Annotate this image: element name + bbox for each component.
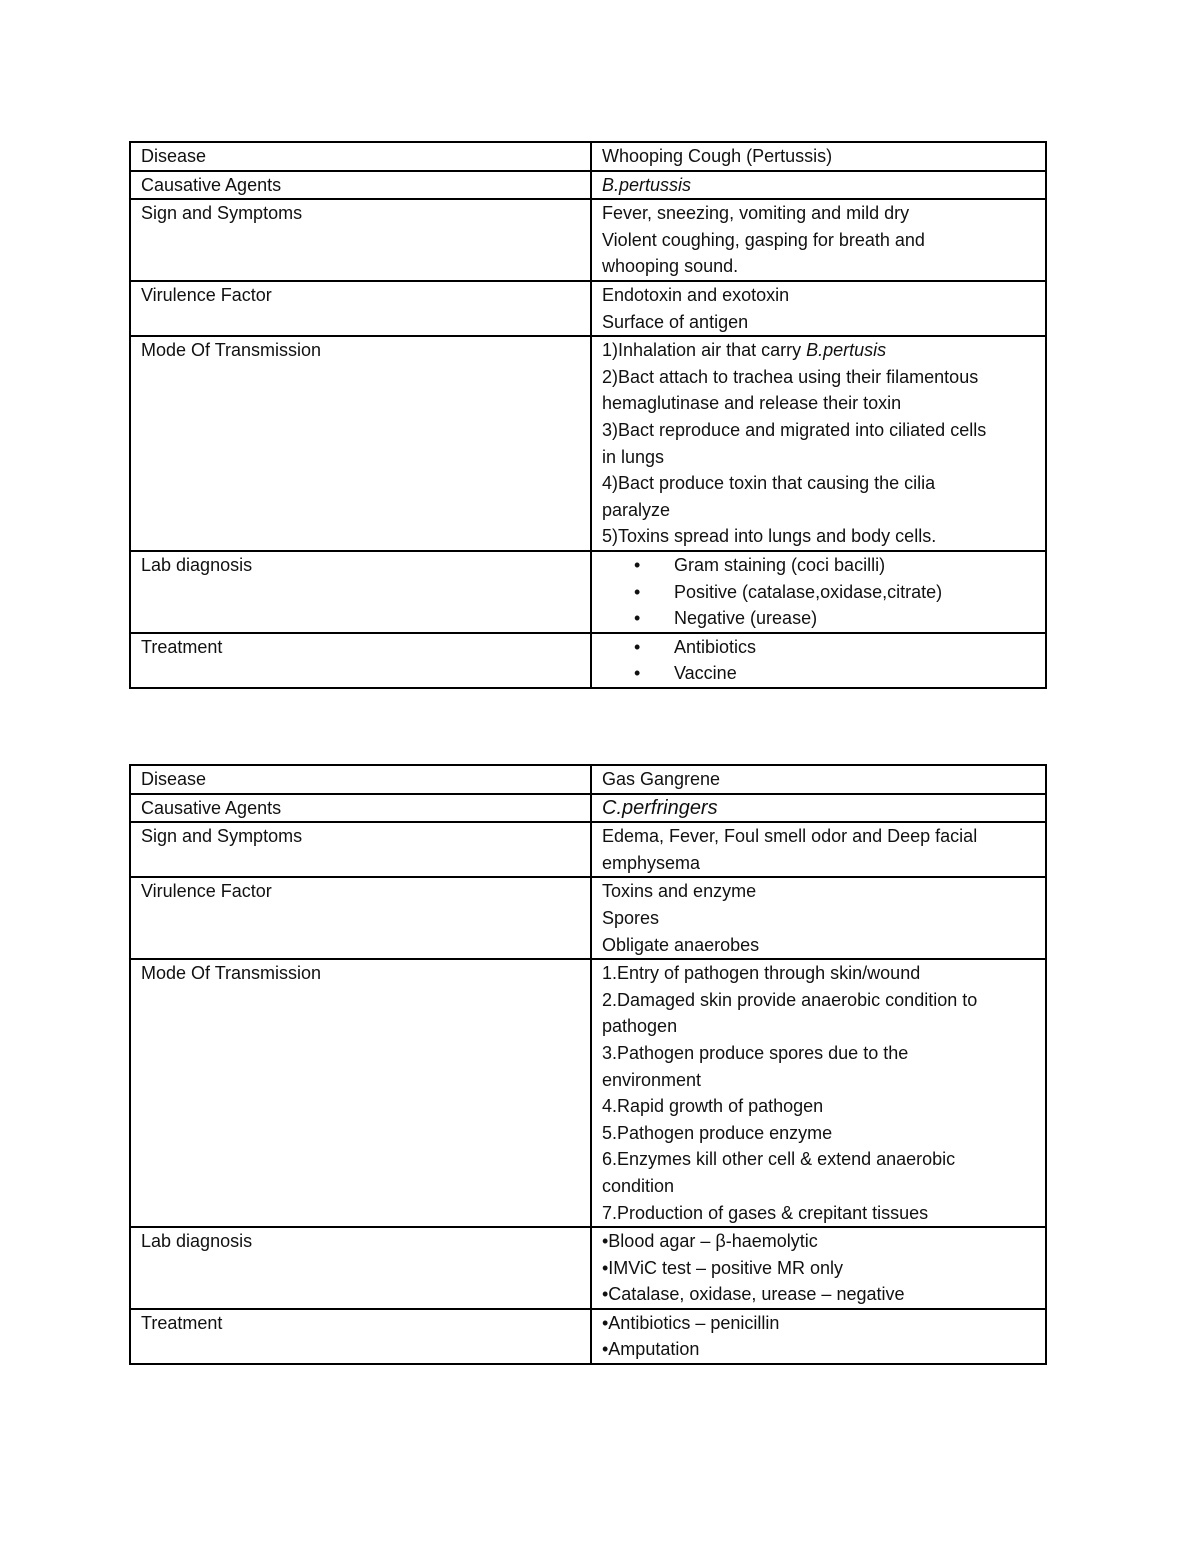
lab-bullet-item: • Negative (urease) bbox=[602, 605, 1035, 632]
lab-diagnosis-label: Lab diagnosis bbox=[141, 554, 253, 575]
mode-line bbox=[602, 337, 1035, 364]
treatment-bullet-item: • Vaccine bbox=[602, 660, 1035, 687]
virulence-factor-label: Virulence Factor bbox=[141, 881, 272, 902]
lab-line: •Blood agar – β-haemolytic bbox=[602, 1231, 818, 1252]
causative-agents-label: Causative Agents bbox=[141, 174, 282, 195]
mode-line: 3)Bact reproduce and migrated into ciliated cells bbox=[602, 419, 987, 440]
mode-line: 1.Entry of pathogen through skin/wound bbox=[602, 963, 921, 984]
virulence-factor-label: Virulence Factor bbox=[141, 284, 272, 305]
signs-line: Edema, Fever, Foul smell odor and Deep facial bbox=[602, 826, 978, 847]
mode-line: 4.Rapid growth of pathogen bbox=[602, 1096, 824, 1117]
mode-line: 4)Bact produce toxin that causing the cilia bbox=[602, 473, 936, 494]
table-row bbox=[130, 794, 1046, 823]
treatment-line: •Amputation bbox=[602, 1339, 700, 1360]
bullet-icon: • bbox=[634, 608, 641, 629]
treatment-label: Treatment bbox=[141, 1312, 223, 1333]
causative-agent: B.pertussis bbox=[602, 174, 692, 195]
virulence-line: Obligate anaerobes bbox=[602, 934, 760, 955]
causative-agents-label: Causative Agents bbox=[141, 797, 282, 818]
virulence-line: Endotoxin and exotoxin bbox=[602, 284, 790, 305]
treatment-label: Treatment bbox=[141, 636, 223, 657]
table-row bbox=[130, 281, 1046, 336]
mode-line: 5.Pathogen produce enzyme bbox=[602, 1122, 833, 1143]
table-row bbox=[130, 633, 1046, 688]
table-row bbox=[130, 822, 1046, 877]
signs-line: whooping sound. bbox=[602, 256, 739, 277]
virulence-line: Toxins and enzyme bbox=[602, 881, 757, 902]
mode-line-text: 1)Inhalation air that carry bbox=[602, 340, 807, 361]
disease-label: Disease bbox=[141, 146, 207, 166]
causative-agent: C.perfringers bbox=[602, 796, 718, 819]
mode-line: 5)Toxins spread into lungs and body cells. bbox=[602, 526, 937, 547]
lab-line: •IMViC test – positive MR only bbox=[602, 1257, 844, 1278]
bullet-icon: • bbox=[634, 636, 641, 657]
signs-line: Fever, sneezing, vomiting and mild dry bbox=[602, 203, 910, 224]
table-row bbox=[130, 877, 1046, 959]
mode-line: in lungs bbox=[602, 446, 665, 467]
lab-bullet-item: • Positive (catalase,oxidase,citrate) bbox=[602, 579, 1035, 606]
table-row bbox=[130, 336, 1046, 551]
mode-line: 7.Production of gases & crepitant tissues bbox=[602, 1202, 929, 1223]
mode-line: 2)Bact attach to trachea using their filamentous bbox=[602, 366, 979, 387]
disease-label: Disease bbox=[141, 769, 207, 789]
treatment-line: •Antibiotics – penicillin bbox=[602, 1312, 780, 1333]
bullet-icon: • bbox=[634, 554, 641, 575]
signs-symptoms-label: Sign and Symptoms bbox=[141, 826, 303, 847]
lab-bullet-item: • Gram staining (coci bacilli) bbox=[602, 552, 1035, 579]
mode-line: 6.Enzymes kill other cell & extend anaerobic bbox=[602, 1149, 956, 1170]
mode-line: paralyze bbox=[602, 499, 671, 520]
mode-line-organism: B.pertusis bbox=[806, 340, 887, 361]
disease-name: Whooping Cough (Pertussis) bbox=[602, 146, 833, 166]
mode-line: hemaglutinase and release their toxin bbox=[602, 393, 902, 414]
virulence-line: Spores bbox=[602, 907, 660, 928]
mode-line: pathogen bbox=[602, 1016, 678, 1037]
mode-line: condition bbox=[602, 1175, 675, 1196]
table-row bbox=[130, 171, 1046, 200]
mode-of-transmission-label: Mode Of Transmission bbox=[141, 340, 322, 361]
signs-line: emphysema bbox=[602, 852, 701, 873]
lab-diagnosis-label: Lab diagnosis bbox=[141, 1231, 253, 1252]
mode-line: 2.Damaged skin provide anaerobic condition to bbox=[602, 989, 978, 1010]
mode-line: 3.Pathogen produce spores due to the bbox=[602, 1042, 909, 1063]
bullet-icon: • bbox=[634, 663, 641, 684]
gas-gangrene-table bbox=[129, 764, 1047, 1365]
mode-of-transmission-label: Mode Of Transmission bbox=[141, 963, 322, 984]
table-row bbox=[130, 765, 1046, 794]
disease-value-cell bbox=[591, 142, 1046, 171]
disease-label-cell bbox=[130, 142, 591, 171]
mode-line: environment bbox=[602, 1069, 702, 1090]
virulence-line: Surface of antigen bbox=[602, 311, 749, 332]
table-row bbox=[130, 199, 1046, 281]
lab-line: •Catalase, oxidase, urease – negative bbox=[602, 1284, 905, 1305]
signs-line: Violent coughing, gasping for breath and bbox=[602, 229, 925, 250]
whooping-cough-table bbox=[129, 141, 1047, 689]
table-row bbox=[130, 1227, 1046, 1309]
table-row bbox=[130, 1309, 1046, 1364]
table-row bbox=[130, 551, 1046, 633]
table-row bbox=[130, 142, 1046, 171]
disease-name: Gas Gangrene bbox=[602, 769, 721, 789]
signs-symptoms-label: Sign and Symptoms bbox=[141, 203, 303, 224]
treatment-bullet-item: • Antibiotics bbox=[602, 634, 1035, 661]
table-row bbox=[130, 959, 1046, 1227]
bullet-icon: • bbox=[634, 581, 641, 602]
